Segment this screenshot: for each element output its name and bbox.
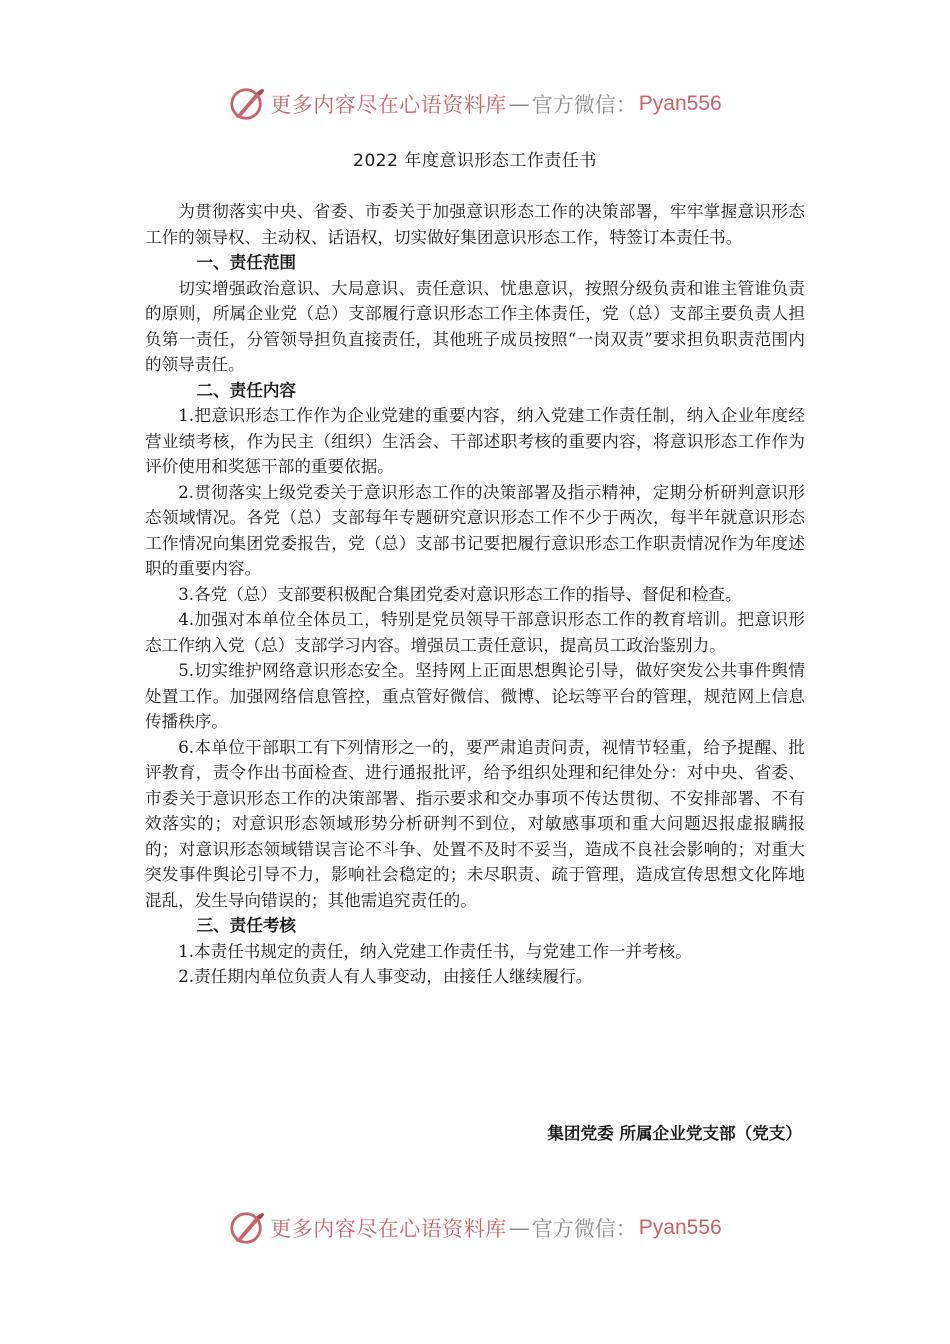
section-3-heading: 三、责任考核 xyxy=(196,916,297,935)
document-title: 2022 年度意识形态工作责任书 xyxy=(353,151,597,171)
quill-logo-icon xyxy=(228,1209,266,1247)
header-watermark-banner xyxy=(0,84,950,124)
section-3-item: 1.本责任书规定的责任，纳入党建工作责任书，与党建工作一并考核。 xyxy=(178,941,692,961)
quill-logo-icon xyxy=(228,85,266,123)
banner-label: 官方微信： xyxy=(531,93,637,117)
banner-wechat-id: Pyan556 xyxy=(638,1216,722,1239)
banner-text: 更多内容尽在心语资料库 xyxy=(270,1217,507,1241)
document-body xyxy=(145,199,805,990)
section-2-item: 3.各党（总）支部要积极配合集团党委对意识形态工作的指导、督促和检查。 xyxy=(178,584,742,604)
section-3-item: 2.责任期内单位负责人有人事变动，由接任人继续履行。 xyxy=(178,967,593,986)
section-2-item: 2.贯彻落实上级党委关于意识形态工作的决策部署及指示精神，定期分析研判意识形态领域情况。各党（总）支部每年专题研究意识形态工作不少于两次，每半年就意识形态工作情况向集团党委报告，党（总）支部书记要把履行意识形态工作职责情况作为年度述职的重要内容。 xyxy=(145,482,805,578)
section-1-paragraph: 切实增强政治意识、大局意识、责任意识、忧患意识，按照分级负责和谁主管谁负责的原则，所属企业党（总）支部履行意识形态工作主体责任，党（总）支部主要负责人担负第一责任，分管领导担负直接责任，其他班子成员按照“一岗双责”要求担负职责范围内的领导责任。 xyxy=(145,278,805,374)
banner-label: 官方微信： xyxy=(531,1217,637,1241)
section-2-heading: 二、责任内容 xyxy=(196,380,297,400)
intro-paragraph: 为贯彻落实中央、省委、市委关于加强意识形态工作的决策部署，牢牢掌握意识形态工作的领导权、主动权、话语权，切实做好集团意识形态工作，特签订本责任书。 xyxy=(145,202,805,247)
banner-separator: — xyxy=(508,92,530,116)
signature-line: 集团党委 所属企业党支部（党支） xyxy=(547,1124,802,1143)
footer-watermark-banner xyxy=(0,1208,950,1248)
banner-separator: — xyxy=(508,1216,530,1240)
section-2-item: 1.把意识形态工作作为企业党建的重要内容，纳入党建工作责任制，纳入企业年度经营业绩考核，作为民主（组织）生活会、干部述职考核的重要内容，将意识形态工作作为评价使用和奖惩干部的重要依据。 xyxy=(145,406,805,476)
section-2-item: 5.切实维护网络意识形态安全。坚持网上正面思想舆论引导，做好突发公共事件舆情处置工作。加强网络信息管控，重点管好微信、微博、论坛等平台的管理，规范网上信息传播秩序。 xyxy=(145,661,805,731)
banner-text: 更多内容尽在心语资料库 xyxy=(270,93,507,117)
banner-wechat-id: Pyan556 xyxy=(638,92,722,115)
section-2-item: 6.本单位干部职工有下列情形之一的，要严肃追责问责，视情节轻重，给予提醒、批评教育，责令作出书面检查、进行通报批评，给予组织处理和纪律处分：对中央、省委、市委关于意识形态工作的决策部署、指示要求和交办事项不传达贯彻、不安排部署、不有效落实的；对意识形态领域形势分析研判不到位，对敏感事项和重大问题迟报虚报瞒报的；对意识形态领域错误言论不斗争、处置不及时不妥当，造成不良社会影响的；对重大突发事件舆论引导不力，影响社会稳定的；未尽职责、疏于管理，造成宣传思想文化阵地混乱，发生导向错误的；其他需追究责任的。 xyxy=(145,737,805,910)
section-1-heading: 一、责任范围 xyxy=(196,253,297,272)
section-2-item: 4.加强对本单位全体员工，特别是党员领导干部意识形态工作的教育培训。把意识形态工作纳入党（总）支部学习内容。增强员工责任意识，提高员工政治鉴别力。 xyxy=(145,610,805,655)
